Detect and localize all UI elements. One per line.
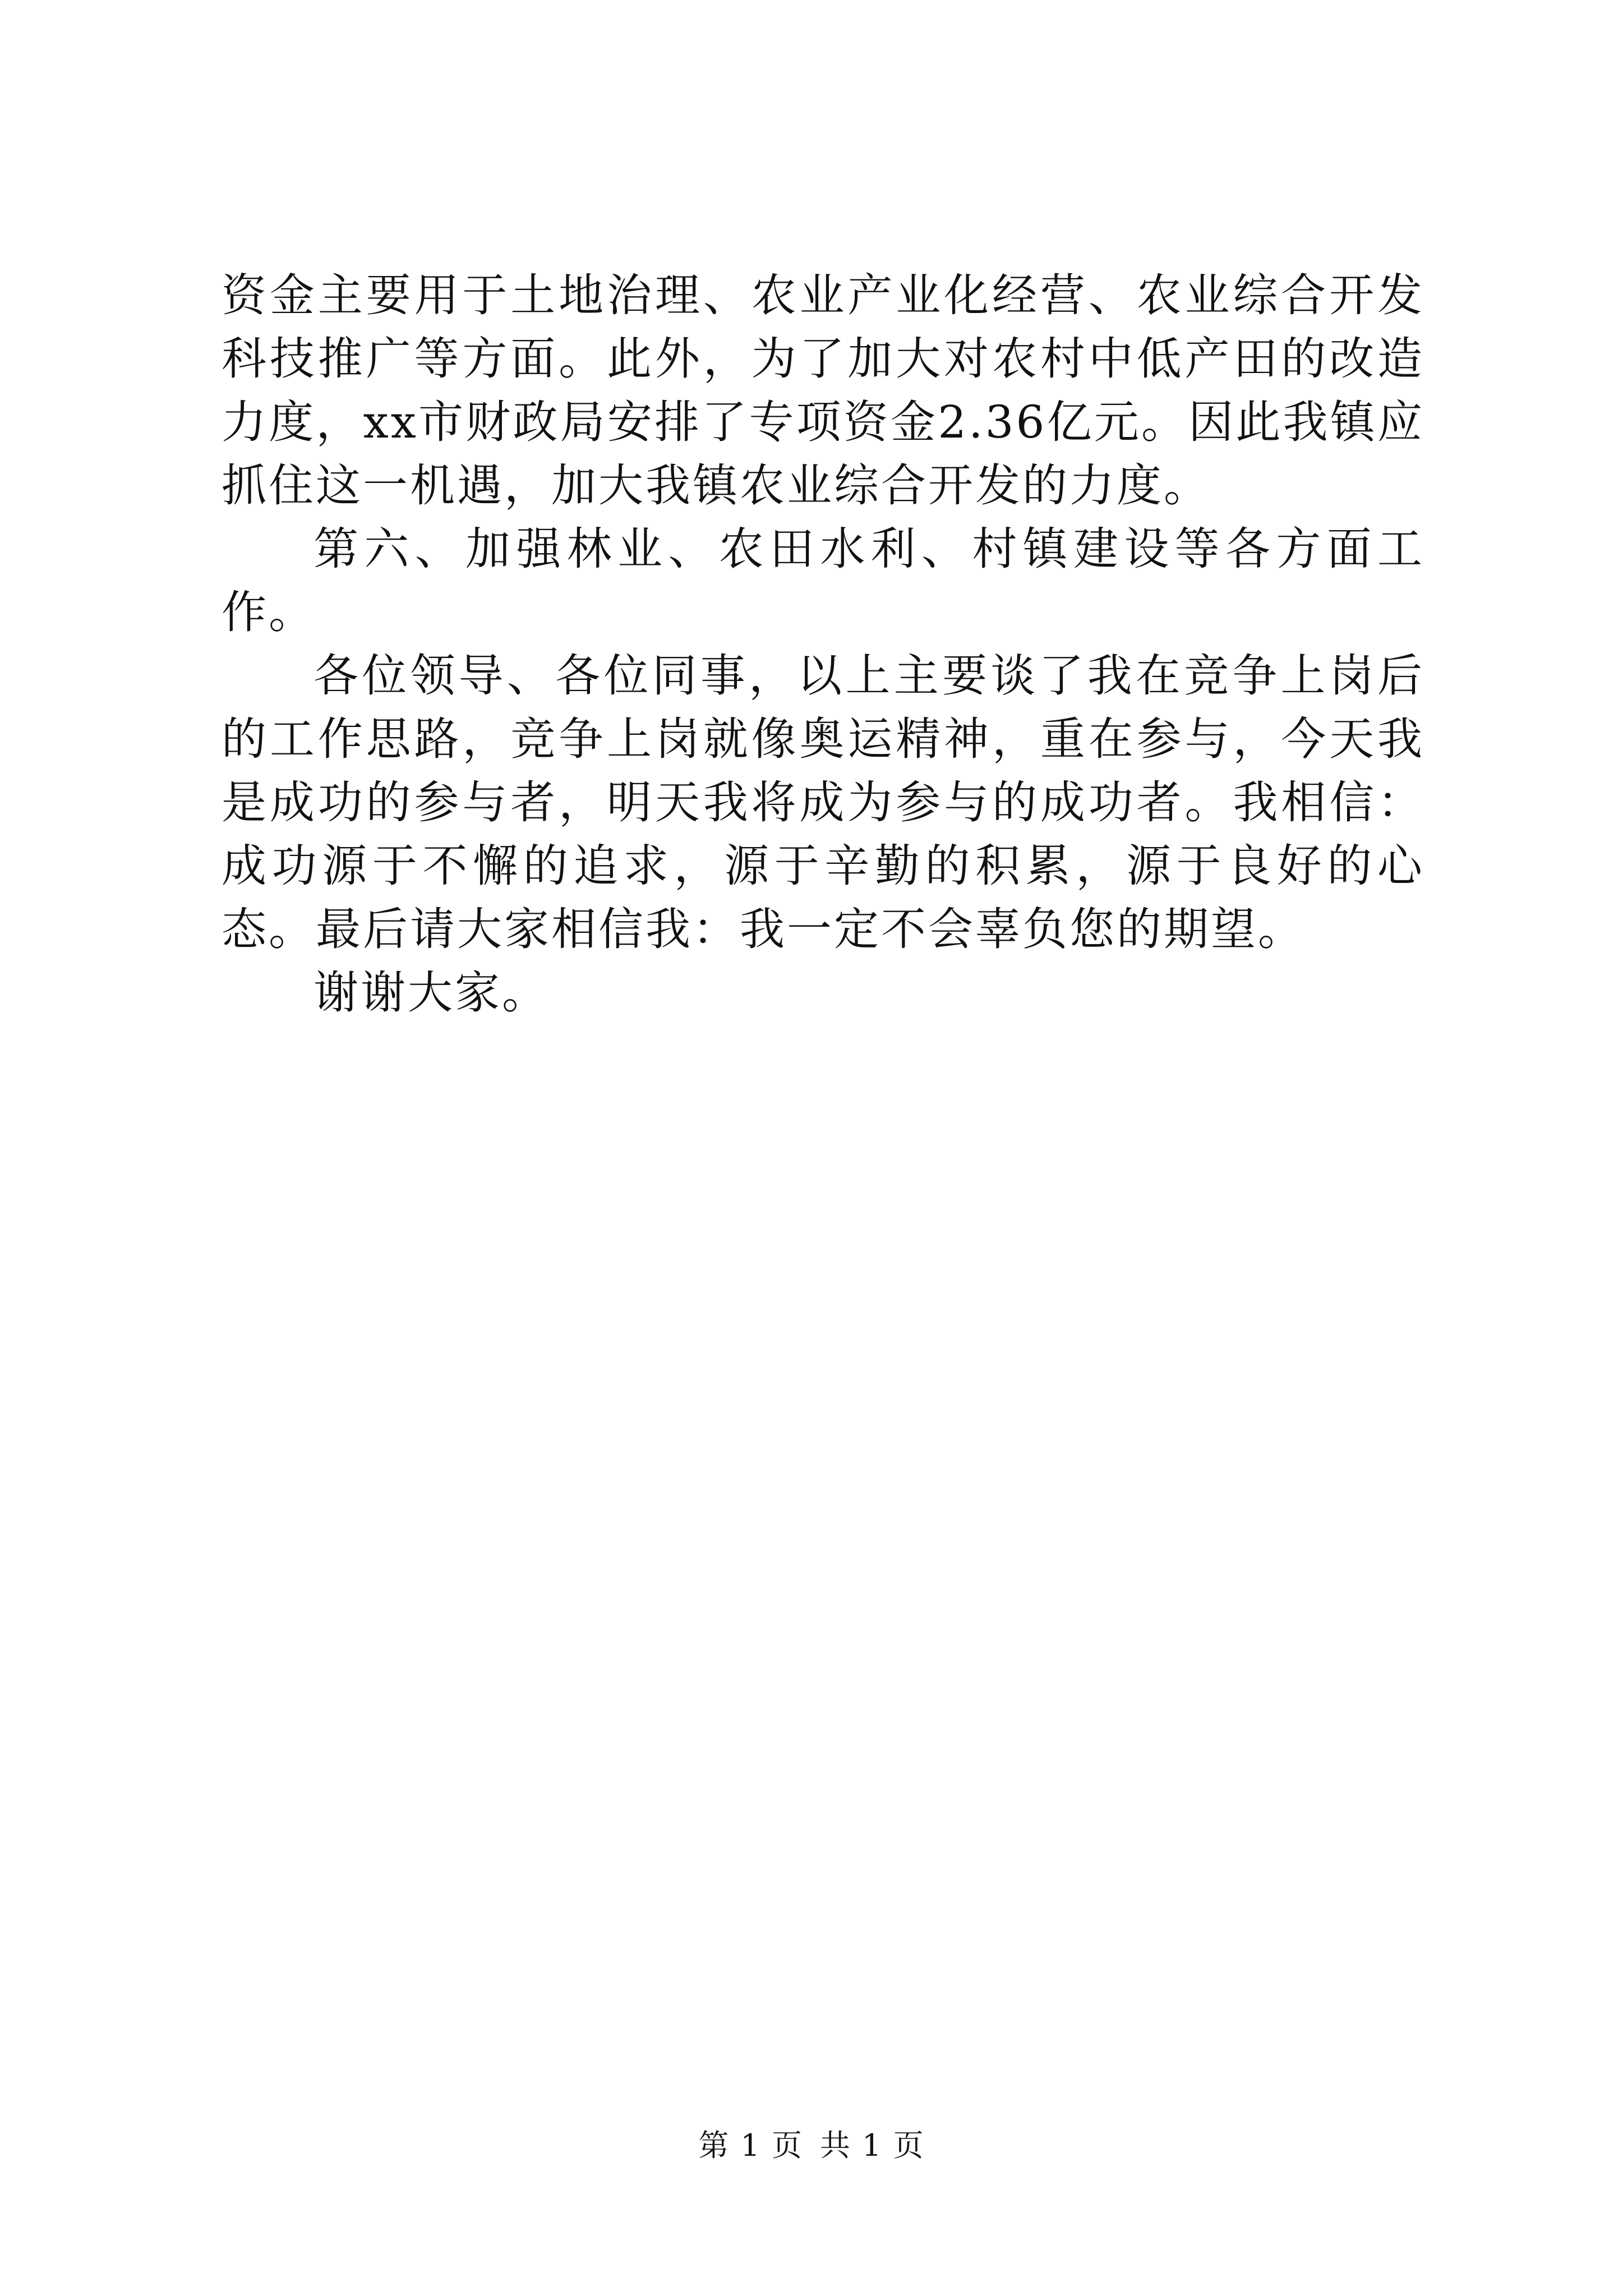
paragraph-thanks: 谢谢大家。 bbox=[313, 967, 549, 1019]
paragraph-item-six: 第六、加强林业、农田水利、村镇建设等各方面工作。 bbox=[222, 523, 1424, 638]
document-body bbox=[222, 264, 1424, 1024]
page-number-total: 共 1 页 bbox=[820, 2128, 925, 2163]
paragraph-closing: 各位领导、各位同事，以上主要谈了我在竞争上岗后的工作思路，竞争上岗就像奥运精神，重在参与，今天我是成功的参与者，明天我将成为参与的成功者。我相信：成功源于不懈的追求，源于辛勤的积累，源于良好的心态。最后请大家相信我：我一定不会辜负您的期望。 bbox=[222, 650, 1424, 955]
page-footer bbox=[0, 2126, 1623, 2165]
paragraph-continued: 资金主要用于土地治理、农业产业化经营、农业综合开发科技推广等方面。此外，为了加大对农村中低产田的改造力度，xx市财政局安排了专项资金2.36亿元。因此我镇应抓住这一机遇，加大我镇农业综合开发的力度。 bbox=[222, 269, 1424, 512]
page-number-current: 第 1 页 bbox=[698, 2128, 803, 2163]
